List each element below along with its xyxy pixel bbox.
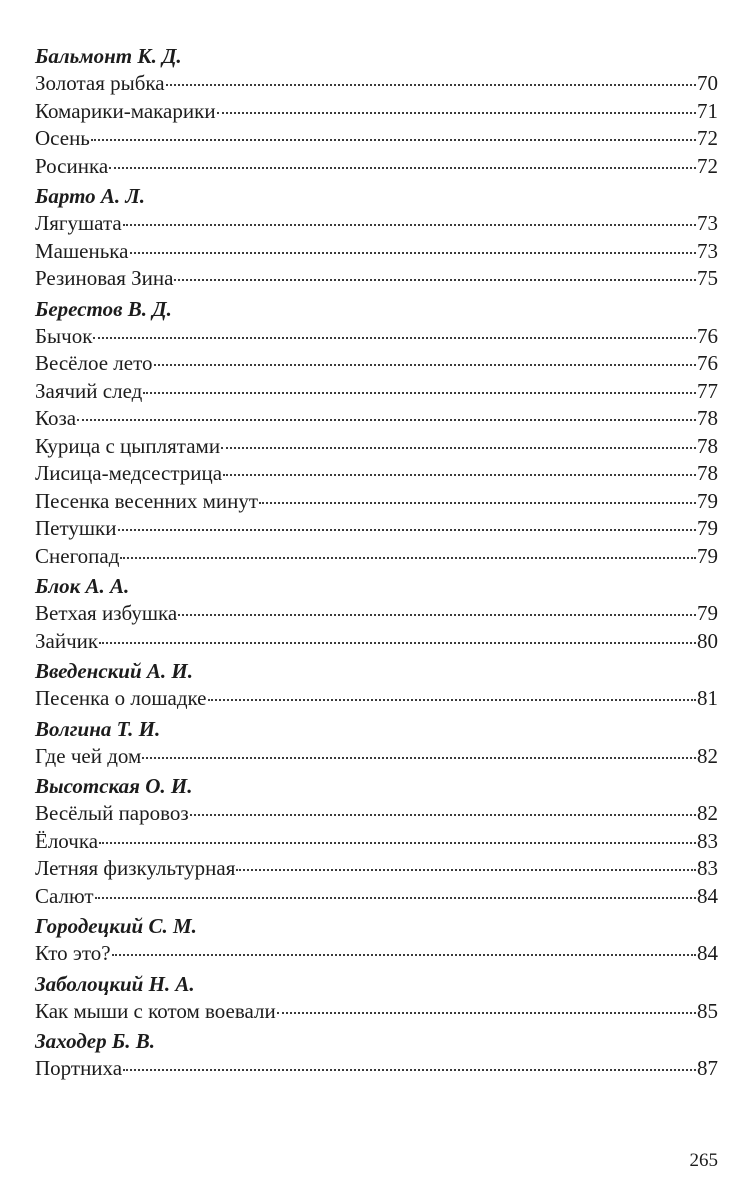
author-heading: Введенский А. И.	[35, 659, 193, 683]
entry-title: Весёлый паровоз	[35, 801, 189, 825]
entry-page-number: 78	[697, 461, 718, 485]
entry-title: Снегопад	[35, 543, 120, 568]
entry-title: Портниха	[35, 1056, 123, 1080]
toc-entry[interactable]	[35, 98, 718, 126]
entry-page-number: 72	[697, 153, 718, 178]
entry-page-number: 76	[697, 323, 718, 348]
author-heading: Заходер Б. В.	[35, 1029, 155, 1053]
entry-page-number: 87	[697, 1056, 718, 1080]
dot-leader	[174, 279, 696, 281]
entry-page-number: 71	[697, 98, 718, 123]
dot-leader	[236, 869, 696, 871]
entry-page-number: 72	[697, 126, 718, 150]
dot-leader	[142, 757, 696, 759]
toc-entry[interactable]	[35, 405, 718, 433]
toc-entry[interactable]	[35, 238, 718, 266]
dot-leader	[109, 167, 696, 169]
toc-entry[interactable]	[35, 210, 718, 238]
entry-page-number: 82	[697, 743, 718, 768]
dot-leader	[77, 419, 696, 421]
dot-leader	[93, 337, 696, 339]
entry-title: Курица с цыплятами	[35, 433, 221, 458]
entry-title: Ёлочка	[35, 828, 99, 853]
author-heading: Барто А. Л.	[35, 184, 146, 208]
entry-title: Заячий след	[35, 378, 143, 403]
toc-entry[interactable]	[35, 855, 718, 883]
dot-leader	[217, 112, 696, 114]
author-heading: Высотская О. И.	[35, 774, 193, 798]
dot-leader	[223, 474, 696, 476]
toc-entry[interactable]	[35, 743, 718, 771]
dot-leader	[190, 814, 696, 816]
toc-entry[interactable]	[35, 940, 718, 968]
author-section	[35, 183, 718, 293]
entry-page-number: 76	[697, 351, 718, 375]
entry-page-number: 78	[697, 433, 718, 458]
toc-entry[interactable]	[35, 1055, 718, 1083]
dot-leader	[123, 224, 696, 226]
entry-title: Машенька	[35, 238, 129, 263]
entry-title: Салют	[35, 883, 94, 908]
author-section	[35, 716, 718, 771]
toc-entry[interactable]	[35, 543, 718, 571]
toc-entry[interactable]	[35, 125, 718, 153]
dot-leader	[95, 897, 696, 899]
toc-entry[interactable]	[35, 883, 718, 911]
toc-entry[interactable]	[35, 265, 718, 293]
dot-leader	[130, 252, 696, 254]
dot-leader	[259, 502, 696, 504]
entry-page-number: 75	[697, 266, 718, 290]
toc-entry[interactable]	[35, 70, 718, 98]
entry-page-number: 73	[697, 238, 718, 263]
page-number: 265	[689, 1150, 718, 1171]
entry-title: Где чей дом	[35, 743, 142, 768]
entry-page-number: 82	[697, 801, 718, 825]
author-section	[35, 913, 718, 968]
toc-entry[interactable]	[35, 460, 718, 488]
entry-page-number: 79	[697, 601, 718, 625]
entry-title: Бычок	[35, 323, 93, 348]
entry-title: Петушки	[35, 516, 117, 540]
entry-page-number: 77	[697, 378, 718, 403]
entry-page-number: 73	[697, 211, 718, 235]
toc-entry[interactable]	[35, 323, 718, 351]
author-section	[35, 296, 718, 571]
author-heading: Бальмонт К. Д.	[35, 44, 182, 68]
author-section	[35, 971, 718, 1026]
dot-leader	[118, 529, 697, 531]
entry-page-number: 83	[697, 856, 718, 880]
entry-page-number: 84	[697, 883, 718, 908]
toc-entry[interactable]	[35, 378, 718, 406]
dot-leader	[154, 364, 697, 366]
entry-title: Ветхая избушка	[35, 601, 178, 625]
entry-title: Росинка	[35, 153, 109, 178]
toc-entry[interactable]	[35, 433, 718, 461]
entry-title: Песенка весенних минут	[35, 488, 259, 513]
toc-entry[interactable]	[35, 998, 718, 1026]
entry-title: Кто это?	[35, 941, 111, 965]
entry-title: Осень	[35, 126, 90, 150]
entry-title: Весёлое лето	[35, 351, 153, 375]
entry-page-number: 79	[697, 488, 718, 513]
entry-page-number: 80	[697, 628, 718, 653]
entry-page-number: 85	[697, 998, 718, 1023]
entry-page-number: 81	[697, 686, 718, 710]
toc-entry[interactable]	[35, 800, 718, 828]
entry-title: Лисица-медсестрица	[35, 461, 223, 485]
author-heading: Заболоцкий Н. А.	[35, 971, 195, 996]
entry-page-number: 84	[697, 941, 718, 965]
table-of-contents	[35, 40, 718, 1083]
author-section	[35, 43, 718, 180]
author-section	[35, 658, 718, 713]
entry-page-number: 83	[697, 828, 718, 853]
toc-entry[interactable]	[35, 153, 718, 181]
toc-entry[interactable]	[35, 600, 718, 628]
toc-entry[interactable]	[35, 828, 718, 856]
dot-leader	[143, 392, 696, 394]
entry-page-number: 79	[697, 543, 718, 568]
author-heading: Берестов В. Д.	[35, 296, 172, 321]
author-heading: Городецкий С. М.	[35, 914, 197, 938]
entry-title: Золотая рыбка	[35, 71, 165, 95]
toc-entry[interactable]	[35, 515, 718, 543]
entry-title: Как мыши с котом воевали	[35, 998, 276, 1023]
dot-leader	[221, 447, 696, 449]
dot-leader	[120, 557, 696, 559]
entry-title: Песенка о лошадке	[35, 686, 207, 710]
author-heading: Волгина Т. И.	[35, 716, 161, 741]
entry-title: Летняя физкультурная	[35, 856, 236, 880]
author-heading: Блок А. А.	[35, 574, 130, 598]
entry-title: Комарики-макарики	[35, 98, 216, 123]
entry-title: Лягушата	[35, 211, 122, 235]
dot-leader	[166, 84, 696, 86]
dot-leader	[123, 1069, 696, 1071]
author-section	[35, 773, 718, 910]
toc-entry[interactable]	[35, 488, 718, 516]
entry-page-number: 79	[697, 516, 718, 540]
entry-title: Зайчик	[35, 628, 99, 653]
dot-leader	[99, 842, 696, 844]
entry-page-number: 70	[697, 71, 718, 95]
dot-leader	[112, 954, 696, 956]
toc-entry[interactable]	[35, 685, 718, 713]
author-section	[35, 1028, 718, 1083]
entry-title: Резиновая Зина	[35, 266, 174, 290]
toc-entry[interactable]	[35, 628, 718, 656]
dot-leader	[99, 642, 696, 644]
toc-entry[interactable]	[35, 350, 718, 378]
author-section	[35, 573, 718, 655]
dot-leader	[178, 614, 696, 616]
dot-leader	[277, 1012, 696, 1014]
dot-leader	[91, 139, 696, 141]
dot-leader	[208, 699, 696, 701]
entry-page-number: 78	[697, 406, 718, 430]
entry-title: Коза	[35, 406, 77, 430]
